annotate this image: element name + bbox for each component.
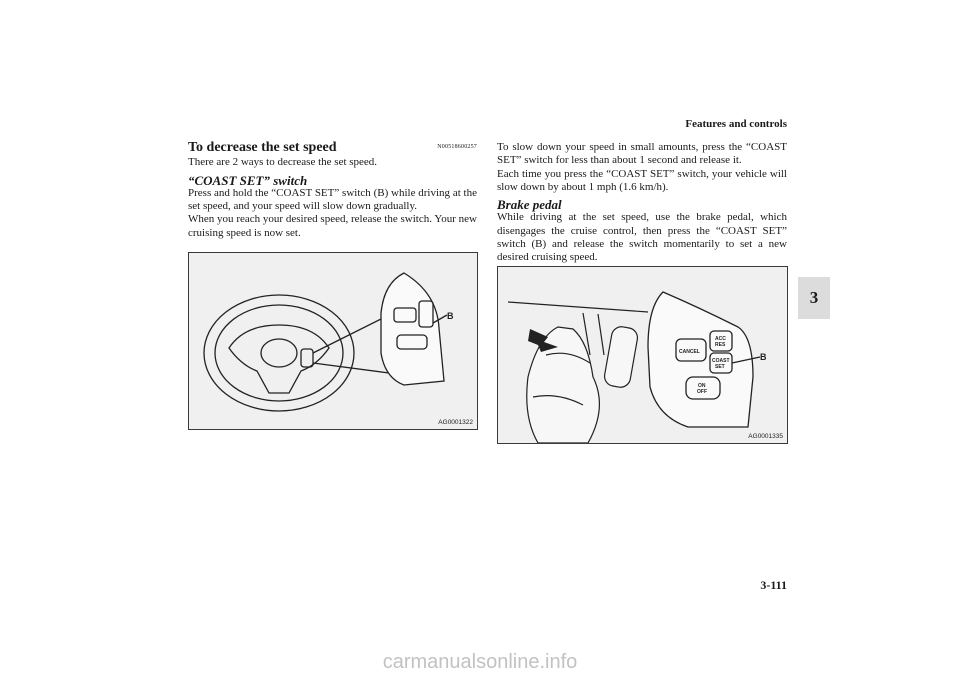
figure-id-left: AG0001322 [438, 419, 473, 426]
coast-set-subheading: “COAST SET” switch [188, 172, 308, 188]
figure-id-right: AG0001335 [748, 433, 783, 440]
steering-wheel-figure [188, 252, 478, 430]
left-column [188, 141, 477, 240]
brake-pedal-figure [497, 266, 788, 444]
intro-text: There are 2 ways to decrease the set speed. [188, 156, 378, 169]
section-code: N00518600257 [437, 144, 477, 150]
brake-pedal-illustration [498, 267, 787, 443]
right-para2: Each time you press the “COAST SET” switch, your vehicle will slow down by about 1 mph (1.6 km/h). [497, 167, 787, 193]
callout-b-left: B [447, 311, 454, 321]
chapter-number: 3 [809, 288, 819, 307]
coast-label: COAST [712, 358, 730, 364]
steering-wheel-illustration [189, 253, 477, 429]
set-label: SET [715, 364, 725, 370]
brake-pedal-para: While driving at the set speed, use the brake pedal, which disengages the cruise control, then press the “COAST SET” switch (B) and release the switch momentarily to set a new desired cruising speed. [497, 211, 787, 264]
page-number: 3-111 [760, 578, 787, 592]
running-header: Features and controls [685, 118, 787, 130]
res-label: RES [715, 342, 726, 348]
coast-set-para2: When you reach your desired speed, release the switch. Your new cruising speed is now set. [188, 213, 477, 239]
right-para1: To slow down your speed in small amounts, press the “COAST SET” switch for less than about 1 second and release it. [497, 141, 787, 167]
right-column [497, 141, 787, 265]
cancel-label: CANCEL [679, 349, 700, 355]
on-label: ON [698, 383, 706, 389]
brake-pedal-subheading: Brake pedal [497, 197, 562, 213]
acc-label: ACC [715, 336, 726, 342]
section-heading: To decrease the set speed [188, 140, 337, 155]
off-label: OFF [697, 389, 707, 395]
coast-set-para1: Press and hold the “COAST SET” switch (B) while driving at the set speed, and your speed will slow down gradually. [188, 186, 477, 213]
watermark: carmanualsonline.info [382, 651, 578, 673]
chapter-tab [798, 277, 830, 319]
callout-b-right: B [760, 352, 767, 362]
